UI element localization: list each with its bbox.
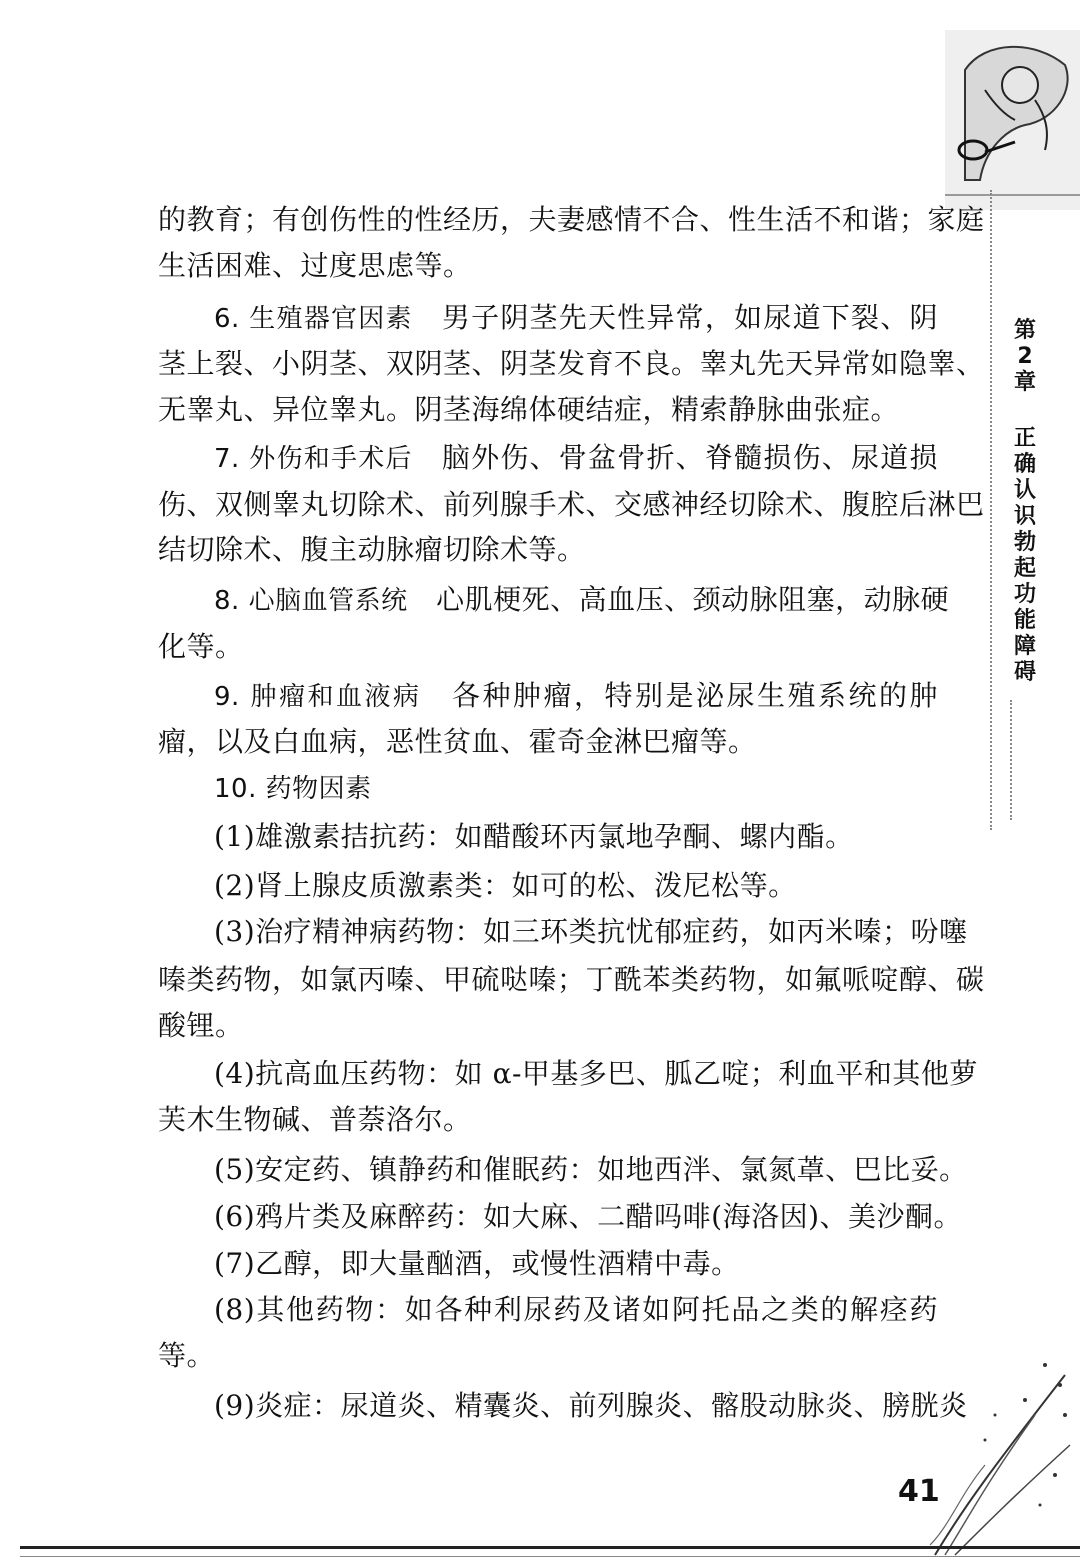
margin-dotted-line — [1010, 700, 1012, 820]
chapter-title-char: 识 — [1013, 504, 1036, 529]
page-number: 41 — [898, 1474, 940, 1509]
text-line: 瘤，以及白血病，恶性贫血、霍奇金淋巴瘤等。 — [158, 725, 757, 758]
chapter-title-char: 确 — [1013, 452, 1036, 477]
chapter-title-char: 勃 — [1013, 530, 1036, 555]
text-line: (5)安定药、镇静药和催眠药：如地西泮、氯氮䓬、巴比妥。 — [214, 1153, 968, 1186]
text-line: 茎上裂、小阴茎、双阴茎、阴茎发育不良。睾丸先天异常如隐睾、 — [158, 347, 985, 380]
chapter-suffix: 章 — [1013, 370, 1036, 395]
text-line: (8)其他药物：如各种利尿药及诸如阿托品之类的解痉药 — [214, 1293, 938, 1326]
chapter-title-char: 认 — [1013, 478, 1036, 503]
text-line: 10. 药物因素 — [214, 774, 372, 804]
text-line: 酸锂。 — [158, 1009, 244, 1042]
chapter-title-char: 障 — [1013, 634, 1036, 659]
text-line: (3)治疗精神病药物：如三环类抗忧郁症药，如丙米嗪；吩噻 — [214, 915, 968, 948]
bottom-rule — [20, 1556, 1080, 1557]
chapter-title-char: 功 — [1013, 582, 1036, 607]
chapter-title-char: 能 — [1013, 608, 1036, 633]
text-line: 芙木生物碱、普萘洛尔。 — [158, 1103, 472, 1136]
text-line: 的教育；有创伤性的性经历，夫妻感情不合、性生活不和谐；家庭 — [158, 203, 985, 236]
text-line: 6. 生殖器官因素 男子阴茎先天性异常，如尿道下裂、阴 — [214, 301, 938, 334]
text-line: (1)雄激素拮抗药：如醋酸环丙氯地孕酮、螺内酯。 — [214, 820, 854, 853]
text-line: (9)炎症：尿道炎、精囊炎、前列腺炎、髂股动脉炎、膀胱炎 — [214, 1389, 968, 1422]
text-line: (2)肾上腺皮质激素类：如可的松、泼尼松等。 — [214, 869, 797, 902]
text-line: 伤、双侧睾丸切除术、前列腺手术、交感神经切除术、腹腔后淋巴 — [158, 488, 985, 521]
chapter-number: 2 — [1017, 344, 1033, 369]
chapter-tab — [1003, 318, 1047, 686]
text-line: 等。 — [158, 1339, 216, 1372]
text-line: 9. 肿瘤和血液病 各种肿瘤，特别是泌尿生殖系统的肿 — [214, 679, 938, 712]
text-line: 结切除术、腹主动脉瘤切除术等。 — [158, 533, 586, 566]
text-line: 嗪类药物，如氯丙嗪、甲硫哒嗪；丁酰苯类药物，如氟哌啶醇、碳 — [158, 963, 985, 996]
plant-decoration-icon — [925, 1355, 1075, 1560]
figure-illustration-icon — [945, 30, 1080, 210]
chapter-title-char: 碍 — [1013, 660, 1036, 685]
chapter-title-char: 正 — [1013, 426, 1036, 451]
text-line: 生活困难、过度思虑等。 — [158, 249, 472, 282]
text-line: (6)鸦片类及麻醉药：如大麻、二醋吗啡(海洛因)、美沙酮。 — [214, 1200, 963, 1233]
text-line: (7)乙醇，即大量酗酒，或慢性酒精中毒。 — [214, 1247, 740, 1280]
text-line: 8. 心脑血管系统 心肌梗死、高血压、颈动脉阻塞，动脉硬 — [214, 583, 950, 616]
margin-dotted-line — [990, 190, 992, 830]
chapter-title-char: 起 — [1013, 556, 1036, 581]
bottom-rule — [20, 1546, 1080, 1549]
text-line: 无睾丸、异位睾丸。阴茎海绵体硬结症，精索静脉曲张症。 — [158, 393, 900, 426]
text-line: 化等。 — [158, 630, 244, 663]
text-line: 7. 外伤和手术后 脑外伤、骨盆骨折、脊髓损伤、尿道损 — [214, 441, 938, 474]
chapter-prefix: 第 — [1013, 318, 1036, 343]
text-line: (4)抗高血压药物：如 α-甲基多巴、胍乙啶；利血平和其他萝 — [214, 1057, 978, 1090]
